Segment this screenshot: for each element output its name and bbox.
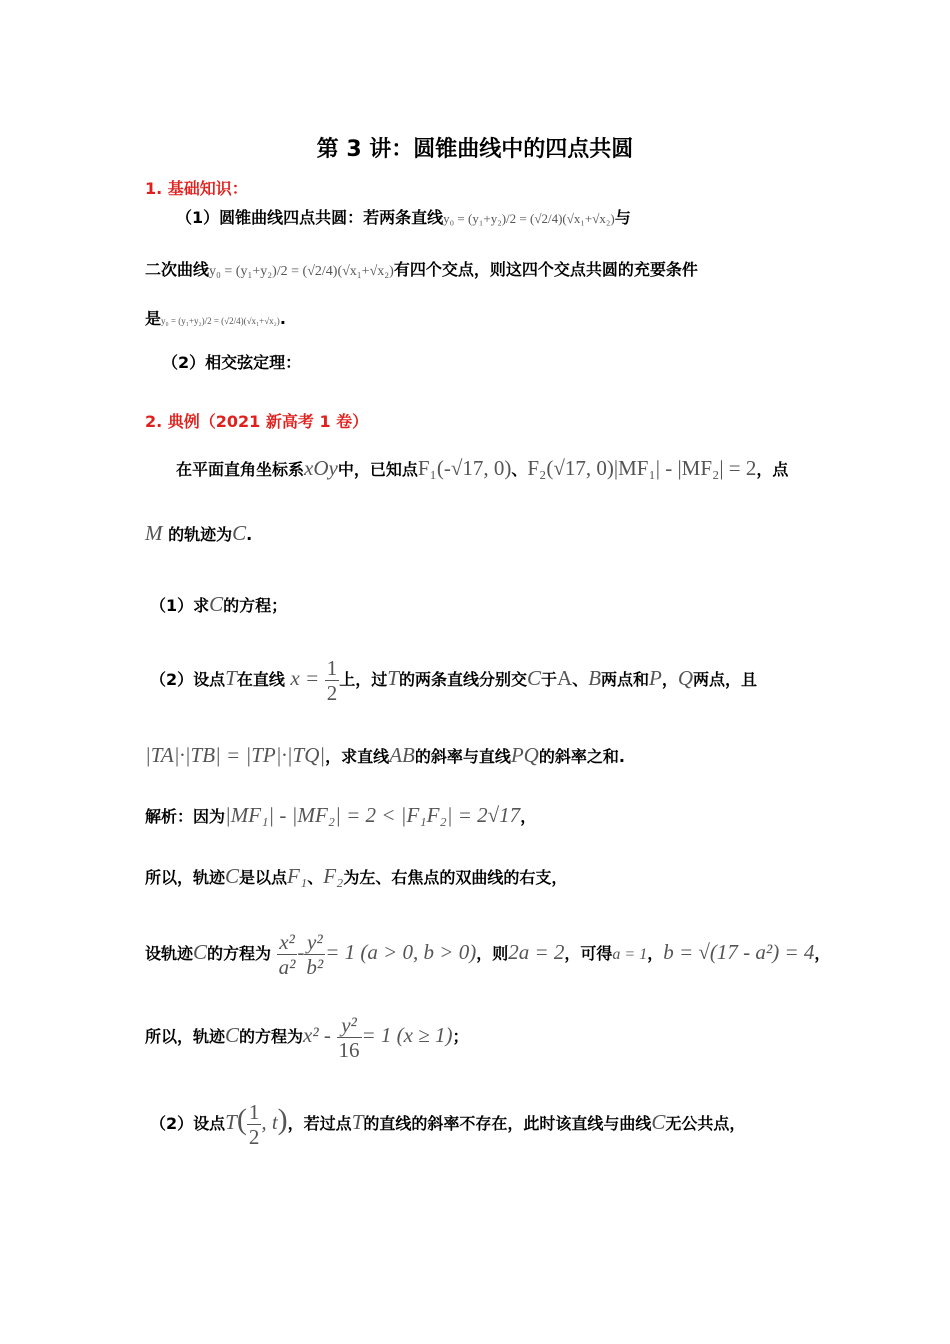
text: ， [661,670,678,690]
text: 为左、右焦点的双曲线的右支， [343,868,568,887]
math-AB: AB [389,743,415,767]
paragraph-chord-theorem: （2）相交弦定理： [162,353,302,372]
text: 解析：因为 [145,807,226,826]
denominator: b² [306,955,324,980]
minus-sign: - [297,940,305,965]
math-T: T [351,1110,364,1135]
section-heading-basics: 1. 基础知识： [145,179,248,198]
text: （2）设点 [150,1114,226,1134]
text: 两点，且 [693,670,758,690]
fraction-y2-b2 [304,930,325,979]
formula-y0-small: y₀ = (y₁+y₂)/2 = (√2/4)(√x₁+√x₂) [161,316,280,326]
math-rest: = 1 (a > 0, b > 0) [325,940,477,965]
text: 、 [572,670,589,690]
math-inequality: |MF₁| - |MF₂| = 2 < |F₁F₂| = 2√17 [225,803,521,827]
section-heading-example: 2. 典例（2021 新高考 1 卷） [145,412,369,431]
math-t: , t [261,1110,278,1135]
example-statement-line2 [145,523,252,544]
formula-y0: y₀ = (y₁+y₂)/2 = (√2/4)(√x₁+√x₂) [209,264,394,279]
math-F2: F₂ [323,864,344,888]
math-T: T [225,666,237,691]
text: . [246,525,253,544]
solution-line3 [145,930,830,979]
math-F2: F₂(√17, 0) [527,456,614,480]
question-2-line2 [145,745,625,766]
formula-y0: y₀ = (y₁+y₂)/2 = (√2/4)(√x₁+√x₂) [443,211,615,226]
text: 的方程； [223,596,288,615]
math-C: C [232,521,247,545]
numerator: 1 [326,656,338,680]
text: 、 [307,868,324,887]
math-T: T [387,666,399,691]
text: 的直线的斜率不存在，此时该直线与曲线 [363,1114,652,1134]
text: （1）求 [150,596,210,615]
text: . [279,309,286,328]
text: 的方程为 [239,1027,304,1047]
math-b: b = √(17 - a²) = 4 [663,940,815,965]
denominator: 2 [326,681,338,706]
math-F1: F₁ [287,864,308,888]
numerator: 1 [248,1100,260,1124]
text: ， [647,944,664,964]
text: （1）圆锥曲线四点共圆：若两条直线 [176,208,444,227]
math-equal-products: |TA|·|TB| = |TP|·|TQ| [145,743,326,767]
text: ，若过点 [287,1114,352,1134]
paren-open: ( [236,1103,247,1137]
math-Q: Q [677,666,694,691]
math-condition: |MF₁| - |MF₂| = 2 [613,456,757,480]
text: ，求直线 [325,747,390,766]
text: 在平面直角坐标系 [176,460,305,479]
text: ，可得 [564,944,613,964]
page-title: 第 3 讲：圆锥曲线中的四点共圆 [316,137,634,162]
solution-line1 [145,805,536,826]
paragraph-four-point-line2 [145,262,698,279]
text: 二次曲线 [145,260,210,279]
math-xOy: xOy [304,456,338,480]
math-B: B [588,666,602,691]
math-A: A [557,666,573,691]
math-x2: x² - [303,1023,331,1048]
denominator: 2 [248,1125,260,1150]
denominator: 16 [338,1038,360,1063]
text: 的轨迹为 [168,525,233,544]
text: 的方程为 [207,944,272,964]
solution-line4 [145,1013,469,1062]
text: 中，已知点 [337,460,418,479]
math-P: P [649,666,662,691]
text: 设轨迹 [145,944,194,964]
question-1 [150,594,287,615]
math-F1: F₁(-√17, 0) [417,456,512,480]
text: 有四个交点，则这四个交点共圆的充要条件 [393,260,698,279]
math-C: C [225,864,240,888]
solution-line2 [145,866,567,887]
numerator: y² [337,1013,362,1038]
text: 所以，轨迹 [145,1027,226,1047]
text: 的斜率与直线 [414,747,511,766]
math-x-eq: x = [290,666,320,691]
text: ； [452,1027,469,1047]
paragraph-four-point-line1 [176,210,631,226]
text: ，则 [476,944,509,964]
paren-close: ) [277,1103,288,1137]
math-C: C [526,666,541,691]
math-C: C [225,1023,240,1048]
text: 两点和 [601,670,650,690]
text: 的两条直线分别交 [398,670,527,690]
math-T: T [225,1110,237,1135]
solution-line5 [150,1100,745,1149]
denominator: a² [278,955,296,980]
text: 、 [511,460,528,479]
fraction-x2-a2 [277,930,298,979]
numerator: x² [277,930,298,955]
math-C: C [193,940,208,965]
math-C: C [651,1110,666,1135]
question-2-line1 [150,656,757,705]
text: 的斜率之和. [538,747,625,766]
text: 在直线 [236,670,285,690]
text: 于 [540,670,557,690]
text: 是以点 [239,868,288,887]
fraction-one-half [247,1100,262,1149]
math-2a: 2a = 2 [508,940,565,965]
text: ，点 [756,460,789,479]
example-statement-line1 [176,458,788,479]
numerator: y² [304,930,325,955]
fraction-one-half [325,656,340,705]
text: ， [814,944,831,964]
text: 是 [145,309,162,328]
text: 无公共点， [665,1114,746,1134]
fraction-y2-16 [337,1013,362,1062]
math-PQ: PQ [510,743,539,767]
text: （2）设点 [150,670,226,690]
text: 与 [614,208,631,227]
math-rest: = 1 (x ≥ 1) [361,1023,453,1048]
math-M: M [145,521,163,545]
math-C: C [209,592,224,616]
text: 所以，轨迹 [145,868,226,887]
text: ， [520,807,537,826]
math-a: a = 1 [612,946,648,964]
text: 上，过 [339,670,388,690]
paragraph-four-point-line3 [145,311,286,327]
